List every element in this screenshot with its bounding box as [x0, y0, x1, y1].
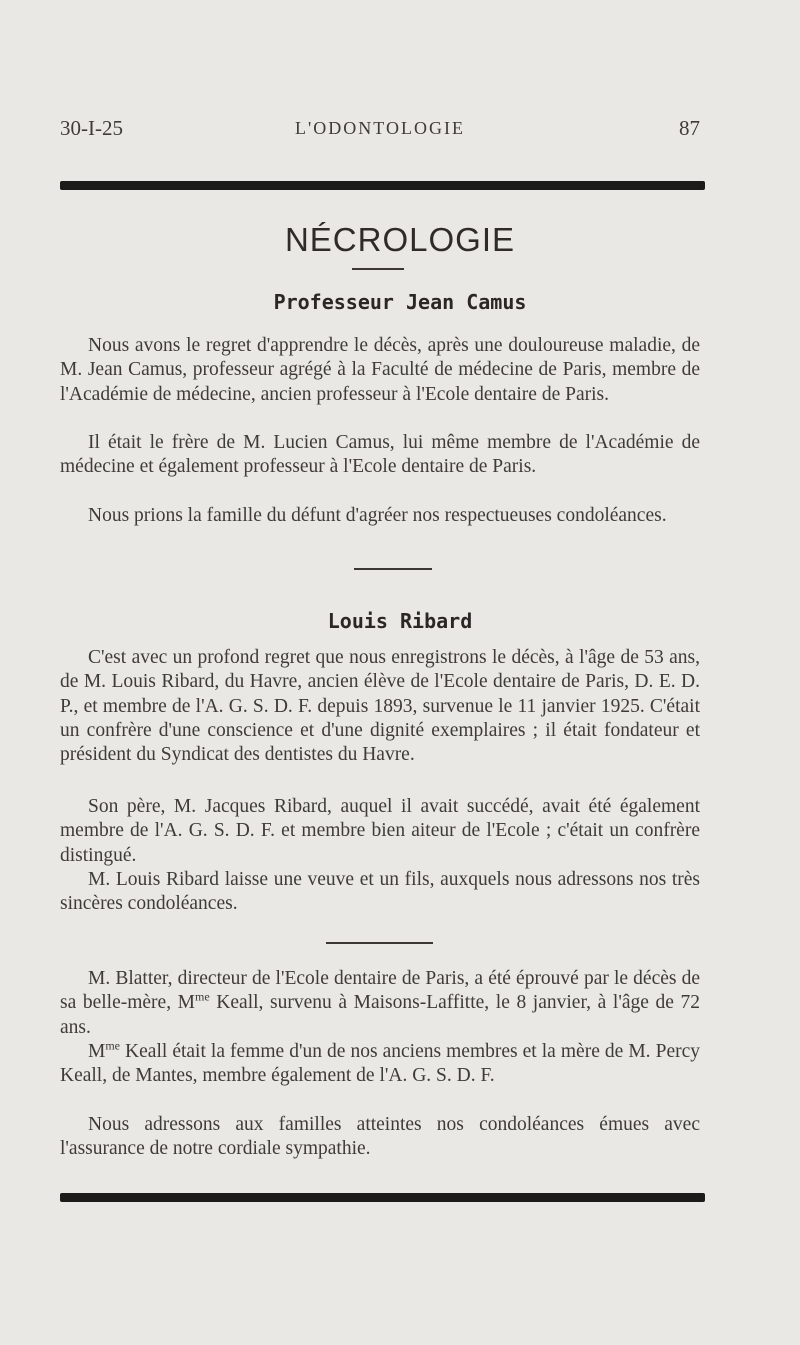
journal-title: L'ODONTOLOGIE: [295, 118, 465, 138]
blatter-paragraph-3: Nous adressons aux familles atteintes nos condoléances émues avec l'assurance de notre cordiale sympathie.: [60, 1114, 700, 1160]
ribard-heading: Louis Ribard: [327, 609, 473, 633]
article-divider: [326, 942, 433, 944]
camus-paragraph-3: Nous prions la famille du défunt d'agréer nos respectueuses condoléances.: [88, 505, 667, 526]
running-head: [60, 116, 700, 146]
ribard-paragraph-3: M. Louis Ribard laisse une veuve et un fils, auxquels nous adressons nos très sincères condoléances.: [60, 869, 700, 915]
ribard-paragraph-2: Son père, M. Jacques Ribard, auquel il avait succédé, avait été également membre de l'A. G. S. D. F. et membre bien aiteur de l'Ecole ; c'était un confrère distingué.: [60, 796, 700, 866]
blatter-paragraph-1: M. Blatter, directeur de l'Ecole dentaire de Paris, a été éprouvé par le décès de sa belle-mère, $M^{me}$ Keall, survenu à Maisons-Laffitte, le 8 janvier, à l'âge de 72 ans.: [60, 968, 700, 1038]
blatter-paragraph-2: $M^{me}$ Keall était la femme d'un de nos anciens membres et la mère de M. Percy Keall, de Mantes, membre également de l'A. G. S. D. F.: [60, 1038, 700, 1087]
section-divider: [352, 268, 404, 270]
top-rule: [60, 181, 705, 190]
camus-paragraph-1: Nous avons le regret d'apprendre le décès, après une douloureuse maladie, de M. Jean Camus, professeur agrégé à la Faculté de médecine de Paris, membre de l'Académie de médecine, ancien professeur à l'Ecole dentaire de Paris.: [60, 335, 700, 405]
bottom-rule: [60, 1193, 705, 1202]
camus-paragraph-2: Il était le frère de M. Lucien Camus, lui même membre de l'Académie de médecine et également professeur à l'Ecole dentaire de Paris.: [60, 432, 700, 478]
article-divider: [354, 568, 432, 570]
ribard-paragraph-1: C'est avec un profond regret que nous enregistrons le décès, à l'âge de 53 ans, de M. Louis Ribard, du Havre, ancien élève de l'Ecole dentaire de Paris, D. E. D. P., et membre de l'A. G. S. D. F. depuis 1893, survenue le 11 janvier 1925. C'était un confrère d'une conscience et d'une dignité exemplaires ; il était fondateur et président du Syndicat des dentistes du Havre.: [60, 647, 700, 766]
camus-heading: Professeur Jean Camus: [273, 290, 527, 314]
issue-date: 30-I-25: [60, 116, 123, 140]
page-number: 87: [679, 116, 700, 140]
section-title: NÉCROLOGIE: [284, 221, 516, 258]
